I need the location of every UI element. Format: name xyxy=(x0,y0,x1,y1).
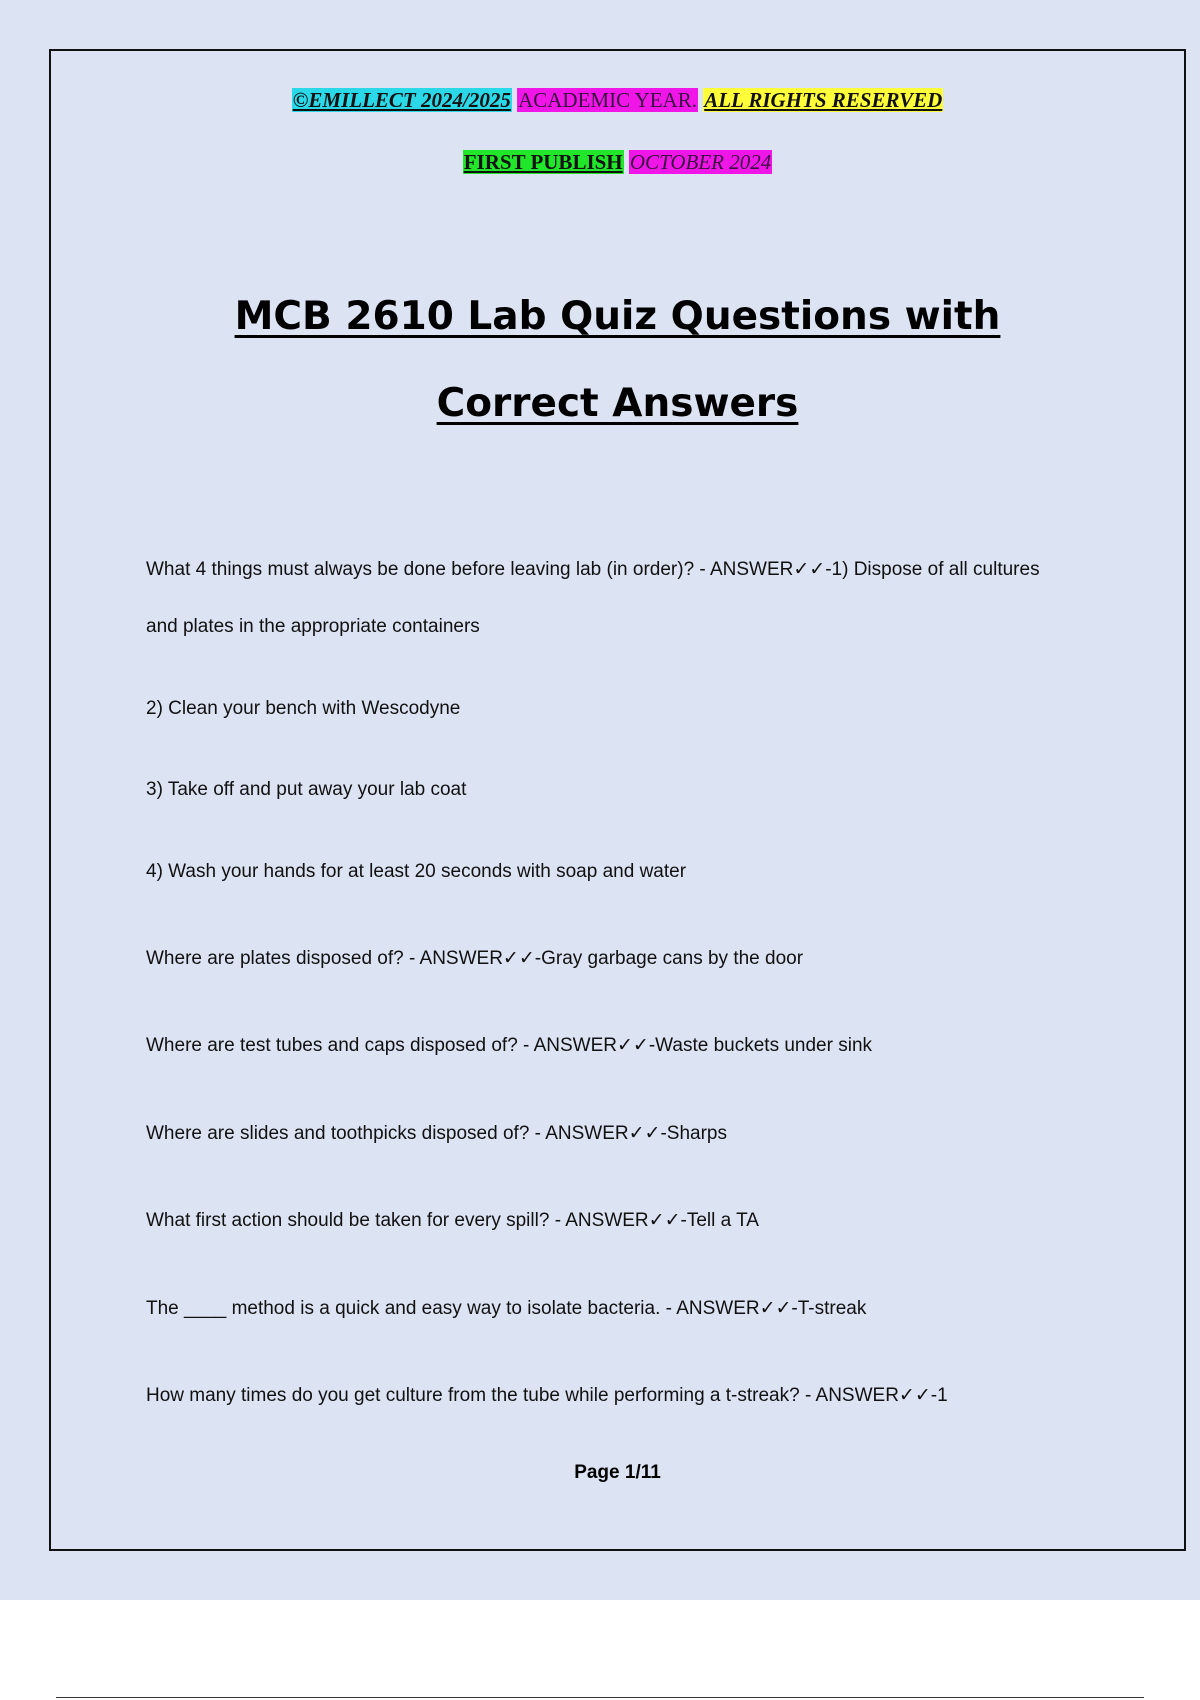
document-title-line-2 xyxy=(51,381,1184,426)
academic-year-label: ACADEMIC YEAR. xyxy=(518,88,697,112)
title-text-1: MCB 2610 Lab Quiz Questions with xyxy=(234,294,1001,339)
question-7: How many times do you get culture from the tube while performing a t-streak? - ANSWER✓✓-1 xyxy=(146,1385,948,1406)
title-text-2: Correct Answers xyxy=(436,381,799,426)
publish-header xyxy=(51,149,1184,175)
answer-step-2: 2) Clean your bench with Wescodyne xyxy=(146,698,461,719)
question-5: What first action should be taken for every spill? - ANSWER✓✓-Tell a TA xyxy=(146,1210,759,1231)
copyright-header xyxy=(51,87,1184,113)
question-1-line-1: What 4 things must always be done before leaving lab (in order)? - ANSWER✓✓-1) Dispose of all cultures xyxy=(146,559,1040,580)
first-publish-label: FIRST PUBLISH xyxy=(463,150,623,174)
document-page xyxy=(49,49,1186,1551)
document-title-line-1 xyxy=(51,294,1184,339)
answer-step-4: 4) Wash your hands for at least 20 seconds with soap and water xyxy=(146,861,687,882)
copyright-notice: ©EMILLECT 2024/2025 xyxy=(292,88,511,112)
publish-date: OCTOBER 2024 xyxy=(629,150,772,174)
rights-reserved-label: ALL RIGHTS RESERVED xyxy=(704,88,943,112)
page-number: Page 1/11 xyxy=(574,1462,661,1483)
question-3: Where are test tubes and caps disposed of? - ANSWER✓✓-Waste buckets under sink xyxy=(146,1035,873,1056)
question-6: The ____ method is a quick and easy way to isolate bacteria. - ANSWER✓✓-T-streak xyxy=(146,1298,867,1319)
question-1-line-2: and plates in the appropriate containers xyxy=(146,616,480,637)
next-page-divider xyxy=(56,1697,1144,1698)
answer-step-3: 3) Take off and put away your lab coat xyxy=(146,779,467,800)
question-4: Where are slides and toothpicks disposed of? - ANSWER✓✓-Sharps xyxy=(146,1123,727,1144)
question-2: Where are plates disposed of? - ANSWER✓✓-Gray garbage cans by the door xyxy=(146,948,804,969)
